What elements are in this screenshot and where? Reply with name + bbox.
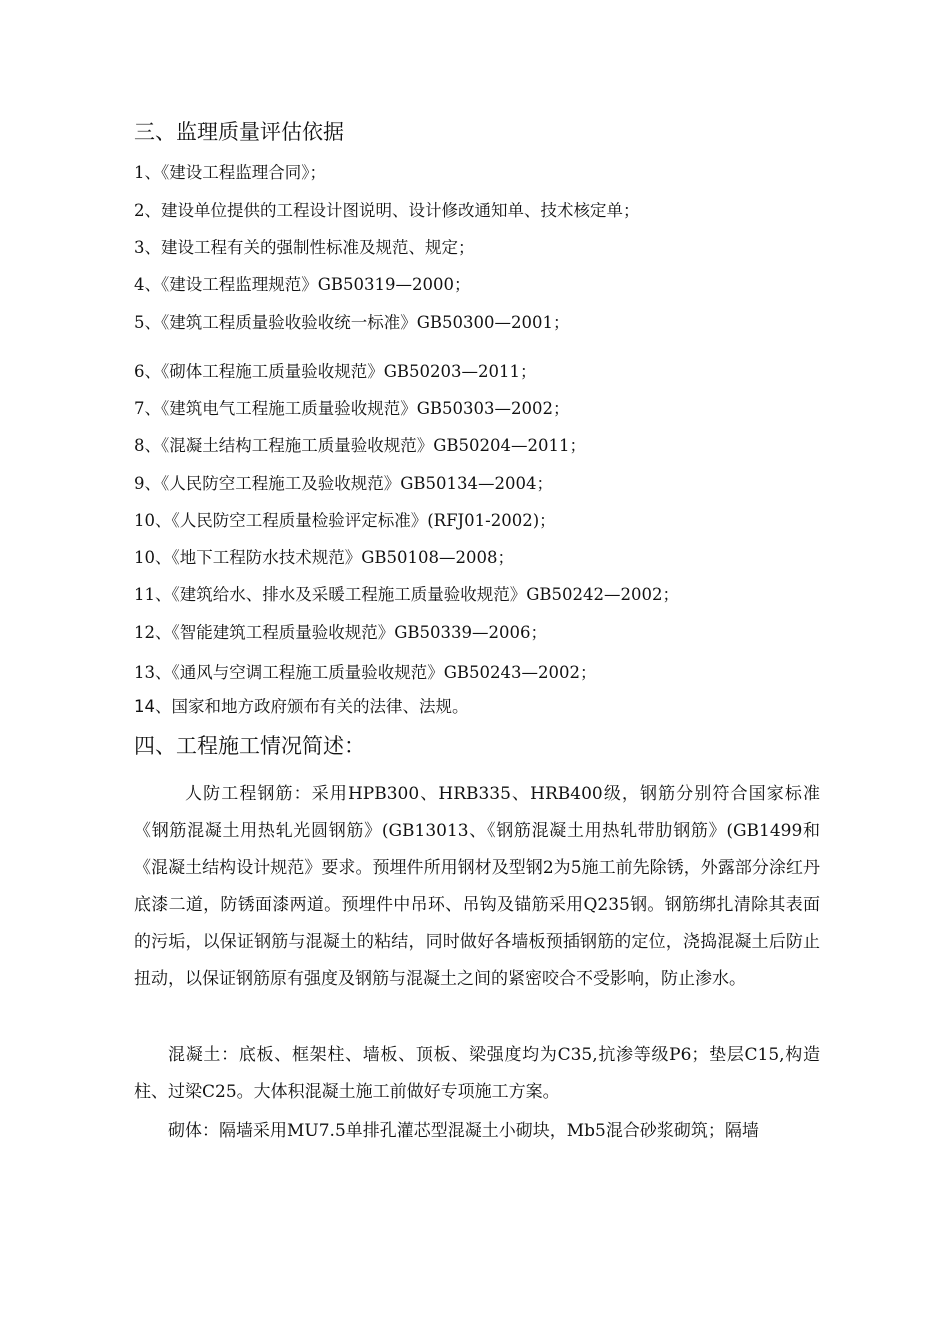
basis-item-13: 13、《通风与空调工程施工质量验收规范》GB50243—2002；	[134, 663, 597, 682]
section-4-heading: 四、工程施工情况简述：	[134, 734, 365, 758]
basis-item-5: 5、《建筑工程质量验收验收统一标准》GB50300—2001；	[134, 313, 570, 332]
paragraph-masonry: 砌体：隔墙采用MU7.5单排孔灌芯型混凝土小砌块，Mb5混合砂浆砌筑；隔墙	[168, 1121, 759, 1141]
basis-item-10a: 10、《人民防空工程质量检验评定标准》(RFJ01-2002)；	[134, 511, 556, 530]
basis-item-3: 3、建设工程有关的强制性标准及规范、规定；	[134, 238, 475, 257]
section-3-heading: 三、监理质量评估依据	[134, 120, 344, 144]
basis-item-10b: 10、《地下工程防水技术规范》GB50108—2008；	[134, 548, 515, 567]
basis-item-11: 11、《建筑给水、排水及采暖工程施工质量验收规范》GB50242—2002；	[134, 585, 680, 604]
basis-item-4: 4、《建设工程监理规范》GB50319—2000；	[134, 275, 471, 294]
basis-item-9: 9、《人民防空工程施工及验收规范》GB50134—2004；	[134, 474, 554, 493]
paragraph-concrete: 混凝土：底板、框架柱、墙板、顶板、梁强度均为C35,抗渗等级P6；垫层C15,构造柱、过梁C25。大体积混凝土施工前做好专项施工方案。	[134, 1045, 820, 1102]
basis-item-1: 1、《建设工程监理合同》；	[134, 163, 326, 182]
basis-item-12: 12、《智能建筑工程质量验收规范》GB50339—2006；	[134, 623, 548, 642]
basis-item-8: 8、《混凝土结构工程施工质量验收规范》GB50204—2011；	[134, 436, 587, 455]
paragraph-rebar: 人防工程钢筋：采用HPB300、HRB335、HRB400级，钢筋分别符合国家标准《钢筋混凝土用热轧光圆钢筋》(GB13013、《钢筋混凝土用热轧带肋钢筋》(GB1499和《混凝土结构设计规范》要求。预埋件所用钢材及型钢2为5施工前先除锈，外露部分涂红丹底漆二道，防锈面漆两道。预埋件中吊环、吊钩及锚筋采用Q235钢。钢筋绑扎清除其表面的污垢，以保证钢筋与混凝土的粘结，同时做好各墙板预插钢筋的定位，浇捣混凝土后防止扭动，以保证钢筋原有强度及钢筋与混凝土之间的紧密咬合不受影响，防止渗水。	[134, 784, 820, 989]
basis-item-14: 14、国家和地方政府颁布有关的法律、法规。	[134, 697, 469, 716]
basis-item-2: 2、建设单位提供的工程设计图说明、设计修改通知单、技术核定单；	[134, 201, 640, 220]
basis-item-6: 6、《砌体工程施工质量验收规范》GB50203—2011；	[134, 362, 537, 381]
basis-item-7: 7、《建筑电气工程施工质量验收规范》GB50303—2002；	[134, 399, 570, 418]
